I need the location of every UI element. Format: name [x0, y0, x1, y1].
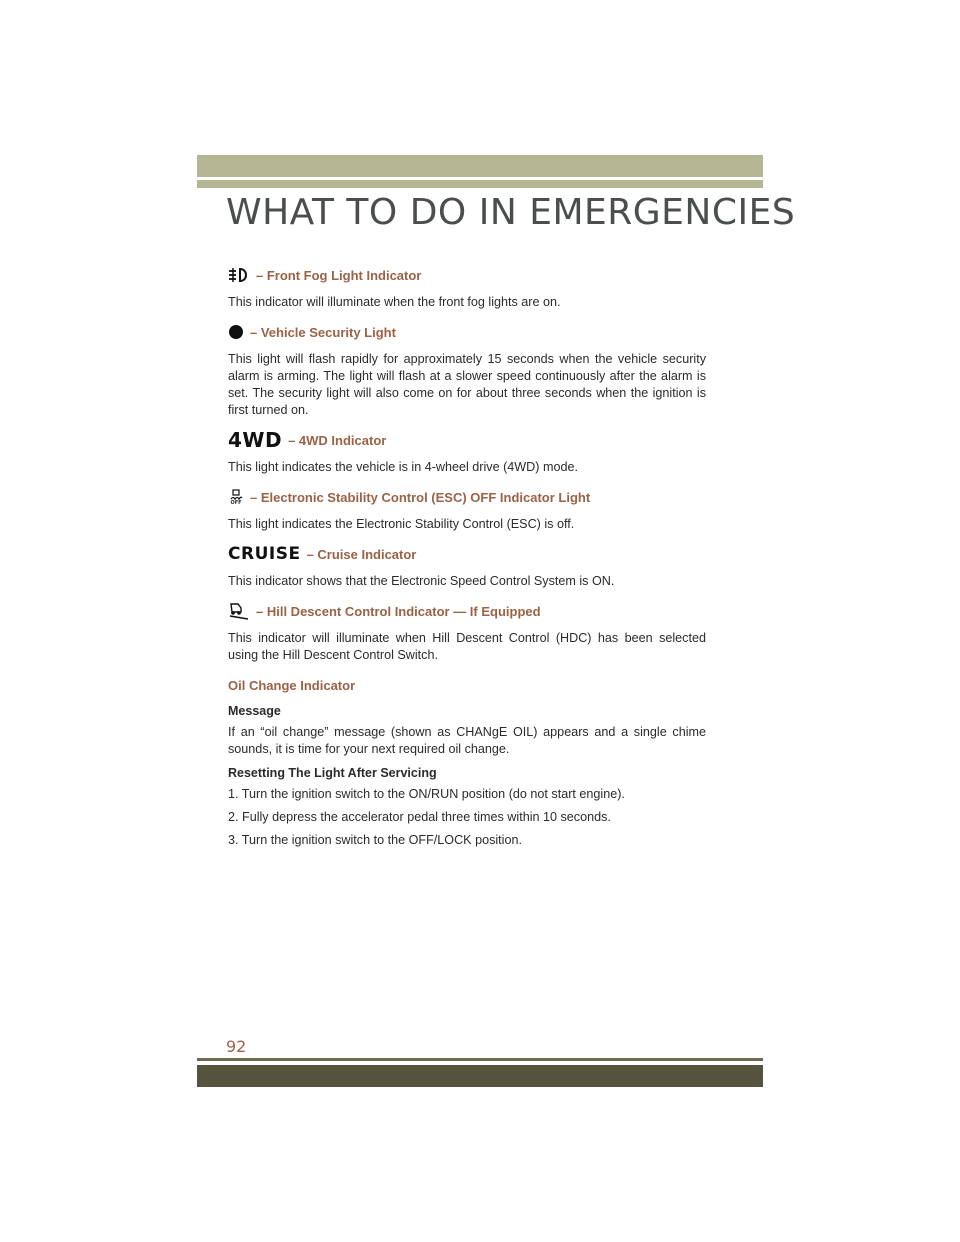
- section-text: This light indicates the Electronic Stability Control (ESC) is off.: [228, 517, 575, 531]
- section-text: This indicator will illuminate when Hill Descent Control (HDC) has been selected using the Hill Descent Control Switch.: [228, 631, 706, 662]
- section-hill-descent: [228, 598, 706, 624]
- resetting-label: Resetting The Light After Servicing: [228, 766, 437, 780]
- section-esc-off: [228, 484, 706, 510]
- footer-band: [197, 1065, 763, 1087]
- cruise-icon: CRUISE: [228, 544, 301, 564]
- oil-change-heading-row: [228, 672, 706, 698]
- front-fog-light-icon: [228, 266, 250, 284]
- section-heading: – Electronic Stability Control (ESC) OFF Indicator Light: [250, 489, 591, 505]
- message-label: Message: [228, 704, 281, 718]
- section-4wd: [228, 427, 706, 453]
- vehicle-security-light-icon: [228, 324, 244, 340]
- step-item: 2. Fully depress the accelerator pedal three times within 10 seconds.: [228, 810, 611, 824]
- step-item: 3. Turn the ignition switch to the OFF/LOCK position.: [228, 833, 522, 847]
- section-text: This indicator will illuminate when the front fog lights are on.: [228, 295, 561, 309]
- header-band: [197, 155, 763, 177]
- chapter-title: WHAT TO DO IN EMERGENCIES: [226, 192, 796, 233]
- 4wd-icon: 4WD: [228, 428, 283, 452]
- section-text: This light will flash rapidly for approximately 15 seconds when the vehicle security alarm is arming. The light will flash at a slower speed continuously after the alarm is set. The security light will also come on for about three seconds when the ignition is first turned on.: [228, 352, 706, 417]
- section-heading: – Front Fog Light Indicator: [256, 267, 422, 283]
- section-front-fog: [228, 262, 706, 288]
- section-text: This indicator shows that the Electronic Speed Control System is ON.: [228, 574, 615, 588]
- section-heading: – 4WD Indicator: [288, 432, 387, 448]
- esc-off-icon: [228, 489, 244, 506]
- esc-off-icon-text: OFF: [230, 499, 242, 506]
- header-band-thin: [197, 180, 763, 188]
- page-number: 92: [226, 1037, 247, 1056]
- section-heading: – Vehicle Security Light: [250, 324, 396, 340]
- hill-descent-control-icon: [228, 601, 250, 621]
- section-heading: – Cruise Indicator: [306, 546, 417, 562]
- page-content: [228, 262, 706, 855]
- oil-change-heading: Oil Change Indicator: [228, 677, 356, 693]
- section-cruise: [228, 541, 706, 567]
- section-vehicle-security: [228, 319, 706, 345]
- section-heading: – Hill Descent Control Indicator — If Equipped: [256, 603, 541, 619]
- section-text: This light indicates the vehicle is in 4-wheel drive (4WD) mode.: [228, 460, 578, 474]
- step-item: 1. Turn the ignition switch to the ON/RUN position (do not start engine).: [228, 787, 625, 801]
- message-text: If an “oil change” message (shown as CHANgE OIL) appears and a single chime sounds, it is time for your next required oil change.: [228, 725, 706, 756]
- footer-rule: [197, 1058, 763, 1061]
